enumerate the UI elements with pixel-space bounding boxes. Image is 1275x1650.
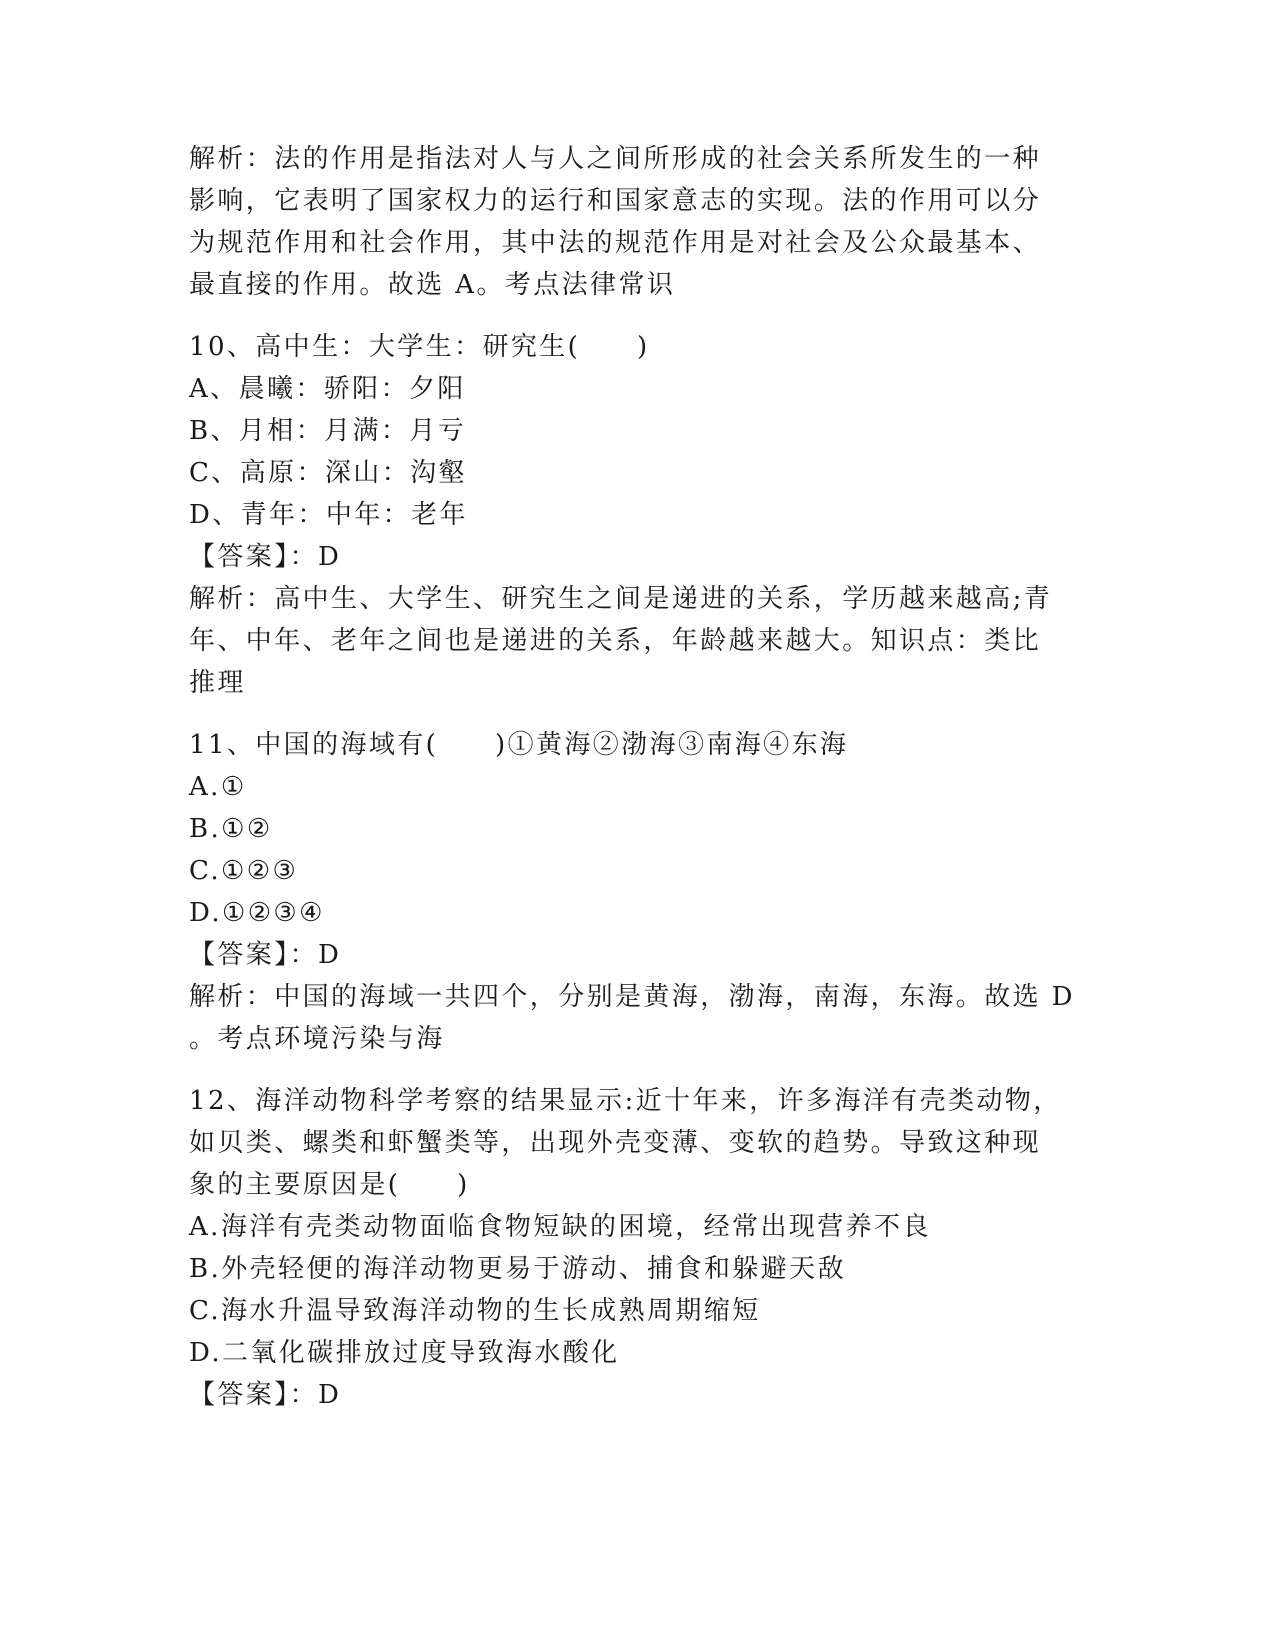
explanation-line: 推理 <box>189 668 246 698</box>
explanation-line: 解析：高中生、大学生、研究生之间是递进的关系，学历越来越高;青 <box>189 584 1053 614</box>
answer-label: 【答案】：D <box>189 1380 342 1410</box>
option-a: A.① <box>189 772 247 802</box>
question-11 <box>189 724 1089 1060</box>
explanation-line: 最直接的作用。故选 A。考点法律常识 <box>189 270 676 300</box>
explanation-line: 为规范作用和社会作用，其中法的规范作用是对社会及公众最基本、 <box>189 228 1042 258</box>
question-stem: 10、高中生：大学生：研究生( ) <box>189 332 650 362</box>
spacer <box>189 704 1089 724</box>
option-b: B、月相：月满：月亏 <box>189 416 467 446</box>
explanation-line: 。考点环境污染与海 <box>189 1024 445 1054</box>
explanation-line: 年、中年、老年之间也是递进的关系，年龄越来越大。知识点：类比 <box>189 626 1042 656</box>
question-10 <box>189 326 1089 704</box>
option-b: B.外壳轻便的海洋动物更易于游动、捕食和躲避天敌 <box>189 1254 846 1284</box>
option-d: D、青年：中年：老年 <box>189 500 468 530</box>
option-b: B.①② <box>189 814 273 844</box>
question-stem: 如贝类、螺类和虾蟹类等，出现外壳变薄、变软的趋势。导致这种现 <box>189 1128 1042 1158</box>
explanation-line: 解析：法的作用是指法对人与人之间所形成的社会关系所发生的一种 <box>189 144 1042 174</box>
answer-label: 【答案】：D <box>189 940 342 970</box>
explanation-line: 解析：中国的海域一共四个，分别是黄海，渤海，南海，东海。故选 D <box>189 982 1075 1012</box>
option-c: C.①②③ <box>189 856 299 886</box>
option-a: A.海洋有壳类动物面临食物短缺的困境，经常出现营养不良 <box>189 1212 931 1242</box>
explanation-line: 影响，它表明了国家权力的运行和国家意志的实现。法的作用可以分 <box>189 186 1042 216</box>
option-d: D.①②③④ <box>189 898 325 928</box>
document-page <box>189 138 1089 1416</box>
option-d: D.二氧化碳排放过度导致海水酸化 <box>189 1338 620 1368</box>
question-stem: 11、中国的海域有( )①黄海②渤海③南海④东海 <box>189 730 849 760</box>
option-a: A、晨曦：骄阳：夕阳 <box>189 374 466 404</box>
question-12 <box>189 1080 1089 1416</box>
spacer <box>189 1060 1089 1080</box>
previous-explanation <box>189 138 1089 306</box>
question-stem: 12、海洋动物科学考察的结果显示:近十年来，许多海洋有壳类动物， <box>189 1086 1062 1116</box>
option-c: C、高原：深山：沟壑 <box>189 458 467 488</box>
spacer <box>189 306 1089 326</box>
question-stem: 象的主要原因是( ) <box>189 1170 470 1200</box>
option-c: C.海水升温导致海洋动物的生长成熟周期缩短 <box>189 1296 761 1326</box>
answer-label: 【答案】：D <box>189 542 342 572</box>
